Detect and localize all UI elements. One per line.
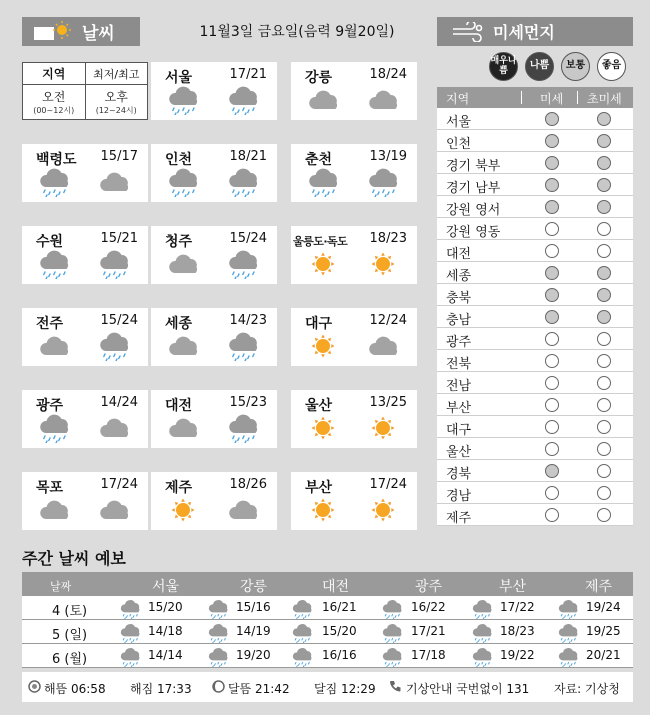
city-card bbox=[22, 308, 148, 366]
dust-table bbox=[437, 108, 633, 526]
legend-pm bbox=[85, 85, 148, 119]
dust-row bbox=[437, 152, 633, 174]
dust-region: 부산 bbox=[446, 401, 472, 416]
dust-region: 서울 bbox=[446, 115, 472, 130]
weekly-temp: 19/24 bbox=[586, 600, 621, 614]
dust-region: 세종 bbox=[446, 269, 472, 284]
city-card bbox=[291, 308, 417, 366]
dust-legend bbox=[489, 52, 626, 81]
dust-row bbox=[437, 328, 633, 350]
pm10-level-dot bbox=[545, 112, 559, 126]
city-name: 부산 bbox=[305, 480, 333, 496]
city-card bbox=[22, 226, 148, 284]
rain-icon bbox=[206, 647, 230, 665]
rain-icon bbox=[380, 647, 404, 665]
dust-header bbox=[437, 17, 633, 46]
rain-icon bbox=[165, 85, 201, 115]
city-temp: 15/24 bbox=[229, 231, 267, 246]
weekly-temp: 16/16 bbox=[322, 648, 357, 662]
weekly-temp: 16/22 bbox=[411, 600, 446, 614]
weekly-table bbox=[22, 572, 633, 668]
moonrise-time: 달뜸 21:42 bbox=[228, 682, 290, 696]
pm10-level-dot bbox=[545, 332, 559, 346]
dust-row bbox=[437, 284, 633, 306]
dust-row bbox=[437, 240, 633, 262]
pm10-level-dot bbox=[545, 354, 559, 368]
cloud-icon bbox=[365, 85, 401, 115]
legend-region: 지역 bbox=[42, 67, 66, 81]
cloud-icon bbox=[165, 413, 201, 443]
city-card bbox=[151, 472, 277, 530]
rain-icon bbox=[470, 623, 494, 641]
city-temp: 13/25 bbox=[369, 395, 407, 410]
sun-icon bbox=[305, 495, 341, 525]
rain-icon bbox=[118, 647, 142, 665]
weekly-temp: 15/20 bbox=[148, 600, 183, 614]
source-label: 자료: 기상청 bbox=[554, 682, 620, 696]
pm25-level-dot bbox=[597, 266, 611, 280]
legend-am bbox=[23, 85, 85, 119]
pm10-level-dot bbox=[545, 420, 559, 434]
dust-region: 인천 bbox=[446, 137, 472, 152]
city-card bbox=[291, 62, 417, 120]
pm25-level-dot bbox=[597, 310, 611, 324]
weekly-row bbox=[22, 644, 633, 668]
city-name: 전주 bbox=[36, 316, 64, 332]
rain-icon bbox=[470, 647, 494, 665]
city-temp: 17/21 bbox=[229, 67, 267, 82]
pm25-level-dot bbox=[597, 442, 611, 456]
dust-region: 울산 bbox=[446, 445, 472, 460]
weekly-title: 주간 날씨 예보 bbox=[22, 549, 126, 568]
weekly-temp: 14/19 bbox=[236, 624, 271, 638]
legend-minmax: 최저/최고 bbox=[85, 63, 148, 84]
legend-pm-label: 오후 bbox=[104, 90, 128, 104]
pm10-level-dot bbox=[545, 508, 559, 522]
weekly-day: 6 (월) bbox=[52, 652, 88, 667]
dust-header-divider bbox=[577, 91, 578, 104]
pm25-level-dot bbox=[597, 508, 611, 522]
cloud-icon bbox=[165, 331, 201, 361]
dust-region: 강원 영동 bbox=[446, 225, 501, 240]
city-name: 목포 bbox=[36, 480, 64, 496]
city-card bbox=[291, 144, 417, 202]
badge-good: 좋음 bbox=[597, 52, 626, 81]
dust-region: 충북 bbox=[446, 291, 472, 306]
weekly-temp: 17/18 bbox=[411, 648, 446, 662]
sun-icon bbox=[365, 495, 401, 525]
city-temp: 18/26 bbox=[229, 477, 267, 492]
city-card bbox=[151, 390, 277, 448]
dust-row bbox=[437, 306, 633, 328]
sunrise-time: 해뜸 06:58 bbox=[44, 682, 106, 696]
pm10-level-dot bbox=[545, 442, 559, 456]
dust-row bbox=[437, 108, 633, 130]
dust-region: 충남 bbox=[446, 313, 472, 328]
weekly-temp: 17/22 bbox=[500, 600, 535, 614]
sun-icon bbox=[365, 413, 401, 443]
pm10-level-dot bbox=[545, 398, 559, 412]
dust-region: 경기 북부 bbox=[446, 159, 501, 174]
city-temp: 18/21 bbox=[229, 149, 267, 164]
legend-am-label: 오전 bbox=[42, 90, 66, 104]
sun-icon bbox=[305, 331, 341, 361]
city-temp: 13/19 bbox=[369, 149, 407, 164]
pm25-level-dot bbox=[597, 112, 611, 126]
pm25-level-dot bbox=[597, 376, 611, 390]
dust-row bbox=[437, 416, 633, 438]
city-card bbox=[22, 472, 148, 530]
rain-icon bbox=[365, 167, 401, 197]
rain-icon bbox=[556, 599, 580, 617]
weekly-temp: 15/16 bbox=[236, 600, 271, 614]
dust-title: 미세먼지 bbox=[493, 23, 555, 42]
city-temp: 12/24 bbox=[369, 313, 407, 328]
rain-icon bbox=[118, 623, 142, 641]
rain-icon bbox=[36, 249, 72, 279]
rain-icon bbox=[556, 623, 580, 641]
sunset-time: 해짐 17:33 bbox=[130, 682, 192, 696]
cloud-icon bbox=[96, 167, 132, 197]
sun-cloud-icon bbox=[32, 21, 72, 42]
pm25-level-dot bbox=[597, 134, 611, 148]
city-temp: 15/17 bbox=[100, 149, 138, 164]
city-temp: 17/24 bbox=[100, 477, 138, 492]
rain-icon bbox=[36, 413, 72, 443]
dust-row bbox=[437, 174, 633, 196]
phone-icon bbox=[388, 680, 401, 693]
badge-very-bad: 매우나쁨 bbox=[489, 52, 518, 81]
sun-icon bbox=[165, 495, 201, 525]
dust-row bbox=[437, 438, 633, 460]
pm10-level-dot bbox=[545, 310, 559, 324]
rain-icon bbox=[556, 647, 580, 665]
rain-icon bbox=[225, 85, 261, 115]
pm25-level-dot bbox=[597, 156, 611, 170]
city-name: 세종 bbox=[165, 316, 193, 332]
pm25-level-dot bbox=[597, 332, 611, 346]
sun-icon bbox=[365, 249, 401, 279]
rain-icon bbox=[118, 599, 142, 617]
dust-region: 경북 bbox=[446, 467, 472, 482]
weekly-city: 대전 bbox=[322, 579, 350, 595]
dust-region: 광주 bbox=[446, 335, 472, 350]
city-card bbox=[22, 144, 148, 202]
weather-header bbox=[22, 17, 140, 46]
pm25-level-dot bbox=[597, 288, 611, 302]
city-temp: 14/23 bbox=[229, 313, 267, 328]
moonset-time: 달짐 12:29 bbox=[314, 682, 376, 696]
cloud-icon bbox=[96, 495, 132, 525]
rain-icon bbox=[305, 167, 341, 197]
rain-icon bbox=[225, 167, 261, 197]
city-name: 강릉 bbox=[305, 70, 333, 86]
city-card bbox=[151, 226, 277, 284]
dust-row bbox=[437, 504, 633, 526]
weekly-date-label: 날짜 bbox=[50, 580, 72, 593]
rain-icon bbox=[380, 623, 404, 641]
city-name: 춘천 bbox=[305, 152, 333, 168]
astro-footer bbox=[22, 672, 633, 702]
city-name: 대구 bbox=[305, 316, 333, 332]
weekly-day: 5 (일) bbox=[52, 628, 88, 643]
city-name: 서울 bbox=[165, 70, 193, 86]
dust-row bbox=[437, 218, 633, 240]
weekly-day: 4 (토) bbox=[52, 604, 88, 619]
city-name: 수원 bbox=[36, 234, 64, 250]
sun-icon bbox=[305, 249, 341, 279]
pm25-level-dot bbox=[597, 354, 611, 368]
rain-icon bbox=[470, 599, 494, 617]
dust-col-pm10: 미세 bbox=[540, 92, 564, 106]
rain-icon bbox=[36, 167, 72, 197]
weekly-temp: 18/23 bbox=[500, 624, 535, 638]
weekly-city: 부산 bbox=[499, 579, 527, 595]
weekly-city: 강릉 bbox=[240, 579, 268, 595]
pm10-level-dot bbox=[545, 156, 559, 170]
city-card bbox=[291, 390, 417, 448]
rain-icon bbox=[165, 167, 201, 197]
rain-icon bbox=[225, 413, 261, 443]
city-temp: 15/24 bbox=[100, 313, 138, 328]
city-temp: 18/24 bbox=[369, 67, 407, 82]
cloud-icon bbox=[165, 249, 201, 279]
dust-region: 대전 bbox=[446, 247, 472, 262]
pm25-level-dot bbox=[597, 398, 611, 412]
moon-icon bbox=[212, 680, 225, 693]
sunrise-icon bbox=[28, 680, 41, 693]
dust-col-region: 지역 bbox=[446, 92, 470, 106]
pm10-level-dot bbox=[545, 464, 559, 478]
weekly-temp: 19/25 bbox=[586, 624, 621, 638]
dust-row bbox=[437, 350, 633, 372]
pm10-level-dot bbox=[545, 288, 559, 302]
pm25-level-dot bbox=[597, 420, 611, 434]
dust-row bbox=[437, 130, 633, 152]
cloud-icon bbox=[36, 495, 72, 525]
weekly-temp: 19/22 bbox=[500, 648, 535, 662]
pm10-level-dot bbox=[545, 486, 559, 500]
dust-region: 제주 bbox=[446, 511, 472, 526]
cloud-icon bbox=[305, 85, 341, 115]
weekly-temp: 19/20 bbox=[236, 648, 271, 662]
pm10-level-dot bbox=[545, 178, 559, 192]
city-name: 울릉도·독도 bbox=[293, 235, 348, 248]
rain-icon bbox=[225, 249, 261, 279]
weekly-temp: 14/14 bbox=[148, 648, 183, 662]
rain-icon bbox=[225, 331, 261, 361]
dust-region: 경기 남부 bbox=[446, 181, 501, 196]
pm10-level-dot bbox=[545, 222, 559, 236]
pm10-level-dot bbox=[545, 244, 559, 258]
weekly-city: 광주 bbox=[415, 579, 443, 595]
rain-icon bbox=[206, 623, 230, 641]
date-label: 11월3일 금요일(음력 9월20일) bbox=[199, 24, 395, 40]
city-temp: 14/24 bbox=[100, 395, 138, 410]
city-card bbox=[151, 144, 277, 202]
rain-icon bbox=[96, 331, 132, 361]
dust-region: 경남 bbox=[446, 489, 472, 504]
city-card bbox=[151, 308, 277, 366]
city-temp: 15/21 bbox=[100, 231, 138, 246]
dust-region: 전북 bbox=[446, 357, 472, 372]
pm10-level-dot bbox=[545, 376, 559, 390]
weekly-temp: 20/21 bbox=[586, 648, 621, 662]
weather-legend bbox=[22, 62, 148, 120]
city-name: 제주 bbox=[165, 480, 193, 496]
weekly-row bbox=[22, 596, 633, 620]
dust-row bbox=[437, 460, 633, 482]
sun-icon bbox=[305, 413, 341, 443]
badge-normal: 보통 bbox=[561, 52, 590, 81]
pm10-level-dot bbox=[545, 266, 559, 280]
city-card bbox=[291, 472, 417, 530]
dust-row bbox=[437, 262, 633, 284]
rain-icon bbox=[206, 599, 230, 617]
pm25-level-dot bbox=[597, 222, 611, 236]
rain-icon bbox=[290, 599, 314, 617]
cloud-icon bbox=[36, 331, 72, 361]
dust-row bbox=[437, 482, 633, 504]
dust-table-header bbox=[437, 87, 633, 108]
weekly-temp: 14/18 bbox=[148, 624, 183, 638]
legend-pm-time: (12~24시) bbox=[95, 106, 137, 115]
rain-icon bbox=[290, 647, 314, 665]
wind-dust-icon bbox=[451, 22, 485, 42]
pm25-level-dot bbox=[597, 486, 611, 500]
weekly-city: 서울 bbox=[152, 579, 180, 595]
weekly-temp: 15/20 bbox=[322, 624, 357, 638]
city-card bbox=[151, 62, 277, 120]
weekly-temp: 16/21 bbox=[322, 600, 357, 614]
weekly-city: 제주 bbox=[585, 579, 613, 595]
dust-header-divider bbox=[521, 91, 522, 104]
city-name: 백령도 bbox=[36, 152, 77, 168]
pm25-level-dot bbox=[597, 178, 611, 192]
pm25-level-dot bbox=[597, 200, 611, 214]
dust-col-pm25: 초미세 bbox=[587, 92, 622, 106]
city-name: 인천 bbox=[165, 152, 193, 168]
badge-bad: 나쁨 bbox=[525, 52, 554, 81]
city-card bbox=[22, 390, 148, 448]
rain-icon bbox=[380, 599, 404, 617]
city-name: 청주 bbox=[165, 234, 193, 250]
dust-region: 강원 영서 bbox=[446, 203, 501, 218]
weekly-temp: 17/21 bbox=[411, 624, 446, 638]
cloud-icon bbox=[96, 413, 132, 443]
pm10-level-dot bbox=[545, 134, 559, 148]
dust-region: 대구 bbox=[446, 423, 472, 438]
hotline: 기상안내 국번없이 131 bbox=[406, 682, 530, 696]
pm25-level-dot bbox=[597, 464, 611, 478]
cloud-icon bbox=[225, 495, 261, 525]
dust-row bbox=[437, 394, 633, 416]
pm10-level-dot bbox=[545, 200, 559, 214]
city-name: 대전 bbox=[165, 398, 193, 414]
pm25-level-dot bbox=[597, 244, 611, 258]
city-temp: 17/24 bbox=[369, 477, 407, 492]
city-name: 광주 bbox=[36, 398, 64, 414]
city-temp: 15/23 bbox=[229, 395, 267, 410]
city-card bbox=[291, 226, 417, 284]
city-name: 울산 bbox=[305, 398, 333, 414]
cloud-icon bbox=[365, 331, 401, 361]
rain-icon bbox=[96, 249, 132, 279]
dust-region: 전남 bbox=[446, 379, 472, 394]
city-temp: 18/23 bbox=[369, 231, 407, 246]
weekly-header bbox=[22, 572, 633, 596]
dust-row bbox=[437, 372, 633, 394]
weather-title: 날씨 bbox=[82, 24, 115, 44]
rain-icon bbox=[290, 623, 314, 641]
weekly-row bbox=[22, 620, 633, 644]
legend-am-time: (00~12시) bbox=[33, 106, 75, 115]
dust-row bbox=[437, 196, 633, 218]
